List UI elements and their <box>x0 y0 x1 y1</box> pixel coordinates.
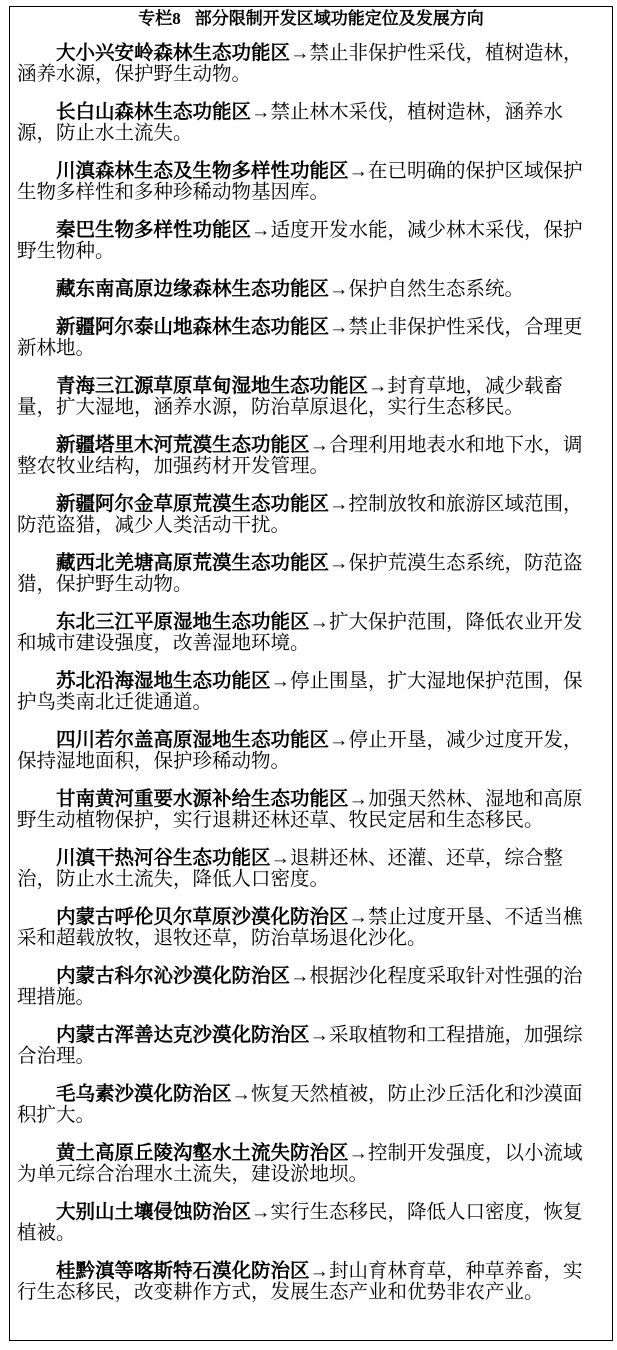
zone-name: 苏北沿海湿地生态功能区 <box>56 671 271 692</box>
arrow-icon: → <box>329 317 349 338</box>
zone-direction: 根据沙化程度采取针对性强的治理措施。 <box>17 966 583 1008</box>
zone-paragraph <box>17 1025 587 1067</box>
zone-direction: 控制放牧和旅游区域范围，防范盗猎，减少人类活动干扰。 <box>17 494 583 536</box>
zone-name: 川滇森林生态及生物多样性功能区 <box>56 161 349 182</box>
zone-direction: 停止开垦，减少过度开发，保持湿地面积，保护珍稀动物。 <box>17 730 583 772</box>
zone-name: 内蒙古呼伦贝尔草原沙漠化防治区 <box>56 907 349 928</box>
arrow-icon: → <box>251 102 271 123</box>
zone-direction: 封山育林育草，种草养畜，实行生态移民，改变耕作方式，发展生态产业和优势非农产业。 <box>17 1261 583 1303</box>
arrow-icon: → <box>348 1143 369 1164</box>
column-title-text: 部分限制开发区域功能定位及发展方向 <box>194 9 484 28</box>
zone-paragraph <box>17 279 587 300</box>
arrow-icon: → <box>290 43 310 64</box>
zone-paragraph <box>17 789 587 831</box>
column-box <box>9 6 613 1341</box>
arrow-icon: → <box>329 494 349 515</box>
zone-name: 大小兴安岭森林生态功能区 <box>56 43 291 64</box>
arrow-icon: → <box>309 1261 330 1282</box>
zone-paragraph <box>17 671 587 713</box>
arrow-icon: → <box>329 279 349 300</box>
arrow-icon: → <box>348 907 369 928</box>
zone-direction: 实行生态移民，降低人口密度，恢复植被。 <box>17 1202 583 1244</box>
zone-name: 内蒙古科尔沁沙漠化防治区 <box>56 966 291 987</box>
zone-paragraph <box>17 220 587 262</box>
zone-paragraph <box>17 966 587 1008</box>
zone-direction: 禁止过度开垦、不适当樵采和超载放牧，退牧还草，防治草场退化沙化。 <box>17 907 583 949</box>
zone-name: 藏东南高原边缘森林生态功能区 <box>56 279 330 300</box>
zone-name: 四川若尔盖高原湿地生态功能区 <box>56 730 330 751</box>
zone-direction: 扩大保护范围，降低农业开发和城市建设强度，改善湿地环境。 <box>17 612 583 654</box>
zone-paragraph <box>17 1202 587 1244</box>
zone-direction: 退耕还林、还灌、还草，综合整治，防止水土流失，降低人口密度。 <box>17 848 564 890</box>
zone-paragraph <box>17 161 587 203</box>
zone-direction: 加强天然林、湿地和高原野生动植物保护，实行退耕还林还草、牧民定居和生态移民。 <box>17 789 583 831</box>
zone-name: 大别山土壤侵蚀防治区 <box>56 1202 252 1223</box>
zone-name: 毛乌素沙漠化防治区 <box>56 1084 232 1105</box>
zone-direction: 保护自然生态系统。 <box>348 279 525 300</box>
zone-name: 川滇干热河谷生态功能区 <box>56 848 271 869</box>
arrow-icon: → <box>309 435 330 456</box>
zone-name: 东北三江平原湿地生态功能区 <box>56 612 310 633</box>
arrow-icon: → <box>270 848 291 869</box>
zone-direction: 保护荒漠生态系统，防范盗猎，保护野生动物。 <box>17 553 583 595</box>
zone-paragraph <box>17 435 587 477</box>
zone-paragraph <box>17 376 587 418</box>
zone-name: 甘南黄河重要水源补给生态功能区 <box>56 789 349 810</box>
zone-direction: 在已明确的保护区域保护生物多样性和多种珍稀动物基因库。 <box>17 161 583 203</box>
zone-direction: 禁止林木采伐，植树造林，涵养水源，防止水土流失。 <box>17 102 564 144</box>
zone-name: 桂黔滇等喀斯特石漠化防治区 <box>56 1261 310 1282</box>
zone-direction: 禁止非保护性采伐，植树造林，涵养水源，保护野生动物。 <box>17 43 583 85</box>
arrow-icon: → <box>329 730 349 751</box>
zone-name: 内蒙古浑善达克沙漠化防治区 <box>56 1025 310 1046</box>
zone-paragraph <box>17 612 587 654</box>
zone-direction: 控制开发强度，以小流域为单元综合治理水土流失，建设淤地坝。 <box>17 1143 583 1185</box>
zone-name: 藏西北羌塘高原荒漠生态功能区 <box>56 553 330 574</box>
zone-paragraph <box>17 317 587 359</box>
zone-name: 黄土高原丘陵沟壑水土流失防治区 <box>56 1143 349 1164</box>
zone-name: 长白山森林生态功能区 <box>56 102 252 123</box>
arrow-icon: → <box>348 789 369 810</box>
zone-direction: 适度开发水能，减少林木采伐，保护野生物种。 <box>17 220 583 262</box>
arrow-icon: → <box>329 553 349 574</box>
zone-paragraph <box>17 1261 587 1303</box>
zone-direction: 禁止非保护性采伐，合理更新林地。 <box>17 317 583 359</box>
zone-paragraph <box>17 43 587 85</box>
arrow-icon: → <box>290 966 310 987</box>
zone-direction: 封育草地，减少载畜量，扩大湿地，涵养水源，防治草原退化，实行生态移民。 <box>17 376 564 418</box>
zone-direction: 恢复天然植被，防止沙丘活化和沙漠面积扩大。 <box>17 1084 583 1126</box>
arrow-icon: → <box>251 220 271 241</box>
arrow-icon: → <box>348 161 369 182</box>
zone-name: 新疆阿尔泰山地森林生态功能区 <box>56 317 330 338</box>
zone-paragraph <box>17 1143 587 1185</box>
zone-paragraph <box>17 494 587 536</box>
zone-paragraph <box>17 730 587 772</box>
arrow-icon: → <box>309 612 330 633</box>
zone-paragraph <box>17 1084 587 1126</box>
column-number: 专栏8 <box>138 9 181 28</box>
zone-name: 青海三江源草原草甸湿地生态功能区 <box>56 376 369 397</box>
arrow-icon: → <box>368 376 388 397</box>
zone-list <box>17 43 587 1320</box>
zone-name: 秦巴生物多样性功能区 <box>56 220 252 241</box>
zone-direction: 停止围垦，扩大湿地保护范围，保护鸟类南北迁徙通道。 <box>17 671 583 713</box>
zone-paragraph <box>17 553 587 595</box>
arrow-icon: → <box>251 1202 271 1223</box>
arrow-icon: → <box>270 671 291 692</box>
arrow-icon: → <box>309 1025 330 1046</box>
column-title <box>10 9 612 29</box>
arrow-icon: → <box>231 1084 252 1105</box>
zone-paragraph <box>17 907 587 949</box>
zone-paragraph <box>17 102 587 144</box>
zone-name: 新疆塔里木河荒漠生态功能区 <box>56 435 310 456</box>
zone-direction: 合理利用地表水和地下水，调整农牧业结构，加强药材开发管理。 <box>17 435 583 477</box>
zone-paragraph <box>17 848 587 890</box>
zone-name: 新疆阿尔金草原荒漠生态功能区 <box>56 494 330 515</box>
zone-direction: 采取植物和工程措施，加强综合治理。 <box>17 1025 583 1067</box>
